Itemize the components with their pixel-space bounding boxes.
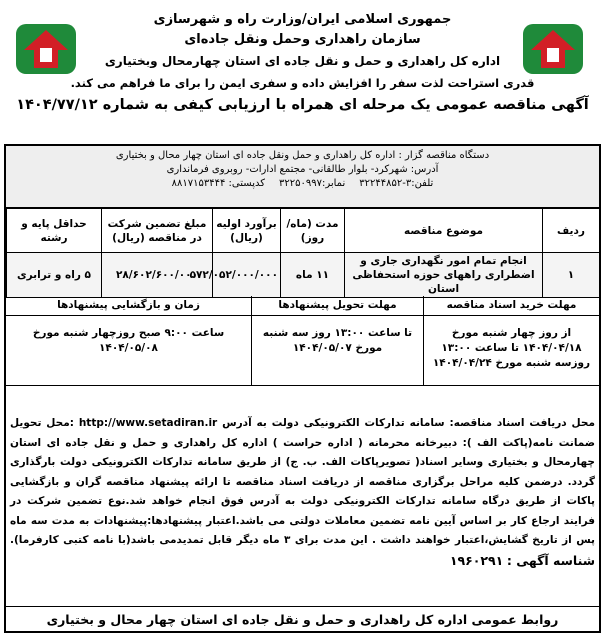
fax: نمابر:۳۲۲۵۰۹۹۷: [279, 178, 346, 189]
phone: تلفن:۳-۳۲۲۴۴۸۵۲: [359, 178, 434, 189]
organizer-info: [6, 146, 599, 208]
header-grade: حداقل پایه و رشته: [7, 209, 102, 253]
cell-estimate: ۵۷۲/۰۵۲/۰۰۰/۰۰۰: [213, 253, 281, 298]
ad-code: ۱۹۶۰۲۹۱: [449, 552, 504, 568]
tender-frame: [4, 144, 601, 633]
ministry-line: جمهوری اسلامی ایران/وزارت راه و شهرسازی: [153, 12, 452, 27]
header-subject: موضوع مناقصه: [345, 209, 543, 253]
schedule-section: [6, 296, 599, 386]
purchase-deadline-text: از روز چهار شنبه مورخ ۱۴۰۴/۰۴/۱۸ تا ساعت ۱۳:۰۰ روزسه شنبه مورخ ۱۴۰۴/۰۴/۲۴: [432, 327, 591, 369]
header-guarantee: مبلغ تضمین شرکت در مناقصه (ریال): [102, 209, 213, 253]
header-estimate: برآورد اولیه (ریال): [213, 209, 281, 253]
tender-details: [10, 414, 595, 572]
tender-title: آگهی مناقصه عمومی یک مرحله ای همراه با ارزیابی کیفی به شماره ۱۴۰۴/۷۷/۱۲: [16, 97, 589, 113]
ad-code-label: شناسه آگهی :: [506, 552, 595, 568]
cell-subject: انجام تمام امور نگهداری جاری و اضطراری راههای حوزه استحفاظی استان: [345, 253, 543, 298]
tender-table: [6, 208, 600, 298]
organizer-contacts: [6, 177, 599, 191]
purchase-deadline: [423, 296, 599, 386]
cell-guarantee: ۲۸/۶۰۲/۶۰۰/۰۰۰: [102, 253, 213, 298]
details-part2: :محل تحویل ضمانت نامه(پاکت الف ): دبیرخانه محرمانه ( اداره حراست ) اداره کل راهداری و حمل و نقل جاده ای استان چهارمحال و بختیاری وسایر اسناد( تصویرپاکات الف. ب. ج) از طریق سامانه تدارکات الکترونیکی دولت بارگذاری گردد. درضمن کلیه مراحل برگزاری مناقصه از دریافت اسناد مناقصه تا ارائه پیشنهاد مناقصه گران و بازگشایی پاکات از طریق درگاه سامانه تدارکات الکترونیکی دولت به آدرس فوق انجام خواهد شد.نوع تضمین شرکت در فرایند ارجاع کار بر اساس آیین نامه تضمین معاملات دولتی می باشد.اعتبار پیشنهادها:پیشنهادات به مدت سه ماه پس از تاریخ گشایش،اعتبار خواهند داشت . این مدت برای ۳ ماه دیگر قابل تمدیدمی باشد(با نامه کتبی کارفرما).: [10, 417, 595, 546]
opening-time-title: زمان و بازگشایی پیشنهادها: [6, 296, 251, 316]
cell-duration: ۱۱ ماه: [281, 253, 345, 298]
rmto-logo-icon: [14, 22, 78, 76]
delivery-deadline-text: تا ساعت ۱۳:۰۰ روز سه شنبه مورخ ۱۴۰۴/۰۵/۰۷: [262, 327, 413, 354]
public-relations-footer: روابط عمومی اداره کل راهداری و حمل و نقل جاده ای استان چهار محال و بختیاری: [6, 606, 599, 633]
opening-time: [6, 296, 251, 386]
header-duration: مدت (ماه/روز): [281, 209, 345, 253]
header-row-number: ردیف: [543, 209, 600, 253]
setadiran-link[interactable]: http://www.setadiran.ir: [78, 417, 218, 429]
header: [0, 0, 605, 116]
cell-row-number: ۱: [543, 253, 600, 298]
slogan-line: قدری استراحت لذت سفر را افزایش داده و سفری ایمن را برای ما فراهم می کند.: [70, 76, 535, 90]
rmto-logo-icon: [521, 22, 585, 76]
organization-line: سازمان راهداری وحمل ونقل جاده‌ای: [184, 32, 421, 47]
table-header-row: [7, 209, 600, 253]
purchase-deadline-title: مهلت خرید اسناد مناقصه: [424, 296, 599, 316]
organizer-address: آدرس: شهرکرد- بلوار طالقانی- مجتمع ادارات- روبروی فرمانداری: [166, 164, 439, 175]
delivery-deadline-title: مهلت تحویل پیشنهادها: [252, 296, 423, 316]
postal-code: کدپستی: ۸۸۱۷۱۵۳۴۴۴: [171, 178, 265, 189]
table-row: [7, 253, 600, 298]
cell-grade: ۵ راه و ترابری: [7, 253, 102, 298]
department-line: اداره کل راهداری و حمل و نقل جاده ای استان چهارمحال وبختیاری: [104, 54, 501, 68]
delivery-deadline: [251, 296, 423, 386]
details-part1: محل دریافت اسناد مناقصه: سامانه تدارکات الکترونیکی دولت به آدرس: [222, 417, 595, 429]
organizer-name: دستگاه مناقصه گزار : اداره کل راهداری و حمل ونقل جاده ای استان چهار محال و بختیاری: [115, 150, 490, 161]
opening-time-text: ساعت ۹:۰۰ صبح روزچهار شنبه مورخ ۱۴۰۴/۰۵/۰۸: [32, 327, 225, 354]
